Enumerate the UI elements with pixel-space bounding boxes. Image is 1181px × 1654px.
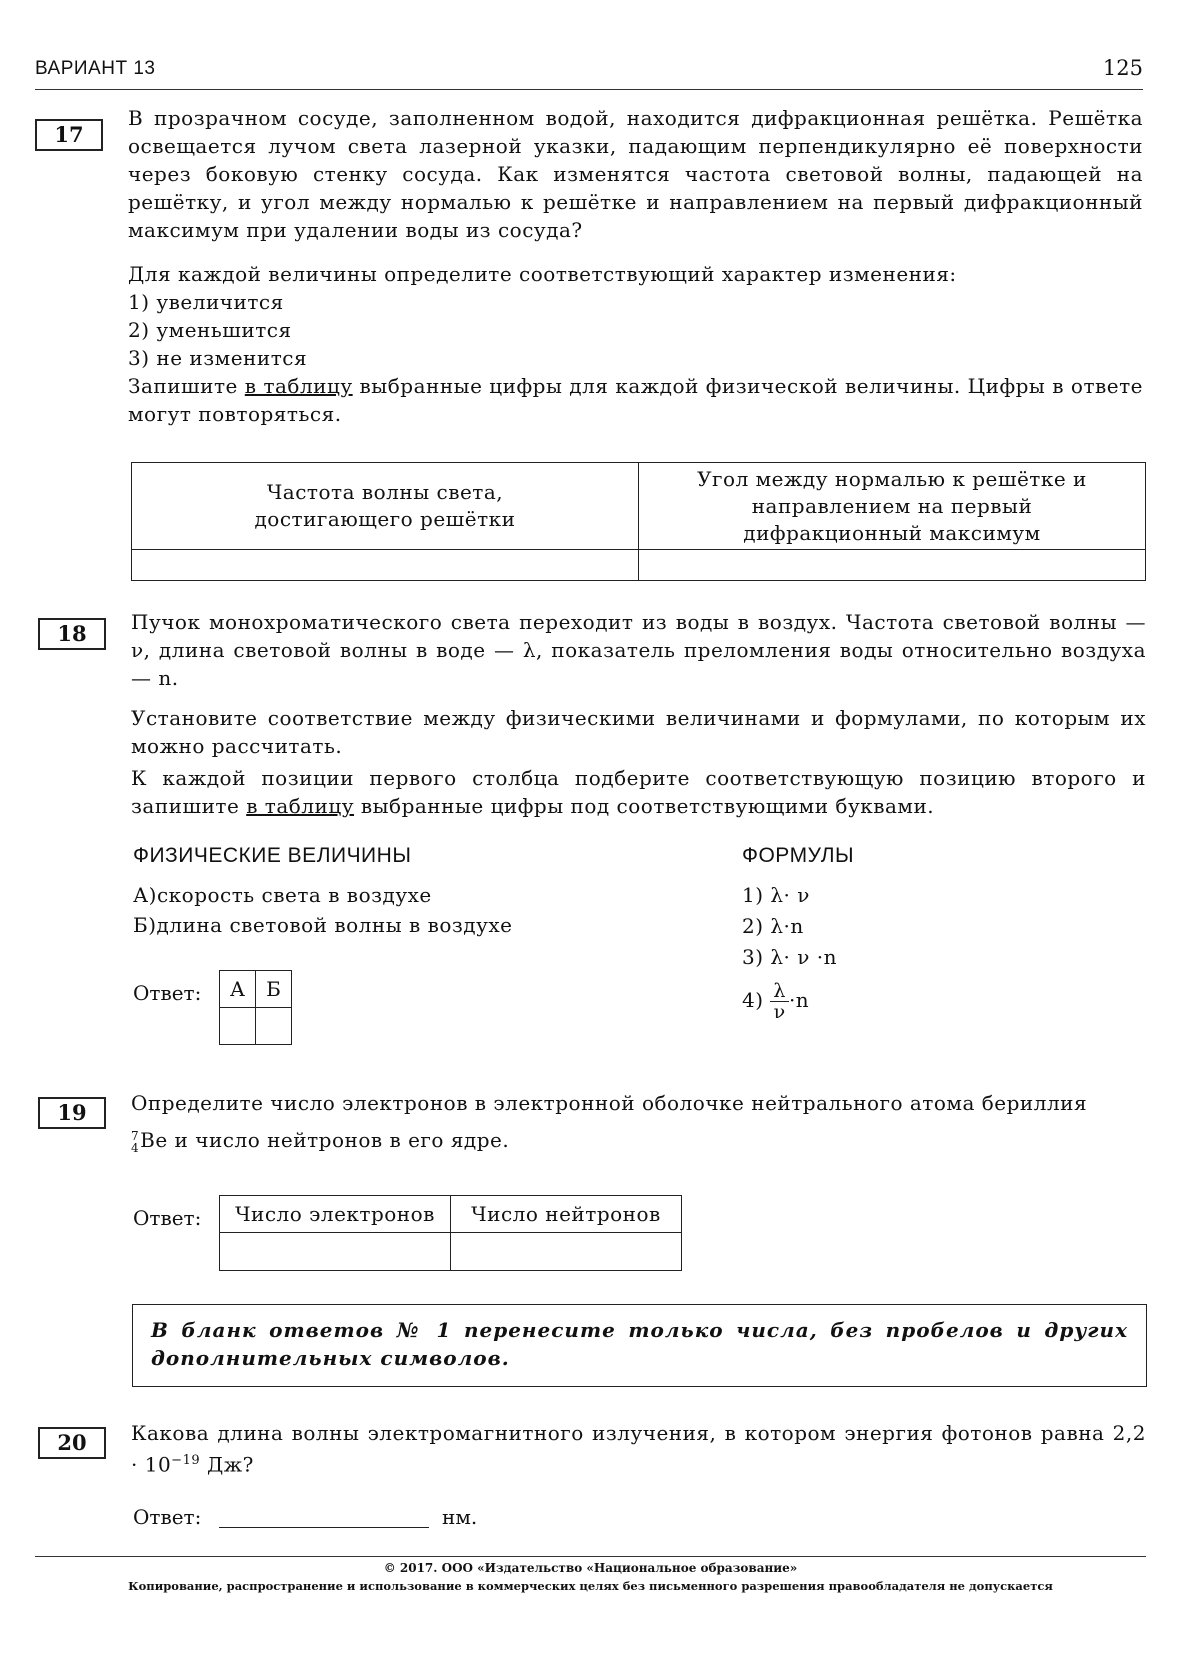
q17-option-1: 1) увеличится <box>128 290 284 314</box>
footer-notice: Копирование, распространение и использование в коммерческих целях без письменного разрешения правообладателя не допускается <box>128 1579 1053 1593</box>
variant-title: ВАРИАНТ 13 <box>35 58 156 79</box>
q20-answer-line[interactable] <box>219 1527 429 1528</box>
question-20-text <box>131 1419 1146 1479</box>
q17-instruction: Для каждой величины определите соответствующий характер изменения: <box>128 262 957 286</box>
question-19-text <box>131 1089 1146 1155</box>
q17-paragraph: В прозрачном сосуде, заполненном водой, находится дифракционная решётка. Решётка освещается лучом света лазерной указки, падающим перпендикулярно её поверхности через боковую стенку сосуда. Как изменятся частота световой волны, падающей на решётку, и угол между нормалью к решётке и направлением на первый дифракционный максимум при удалении воды из сосуда? <box>128 106 1143 242</box>
q17-header-frequency: Частота волны света, достигающего решётки <box>132 463 639 550</box>
beryllium-nuclide-indices: 7 4 <box>131 1128 140 1155</box>
footer-divider <box>35 1556 1146 1557</box>
q18-answer-col-a: А <box>220 971 256 1008</box>
q20-paragraph: Какова длина волны электромагнитного излучения, в котором энергия фотонов равна $2,2 \cdot 10^{-19}$ Дж? <box>131 1421 1146 1477</box>
q17-write-instruction: Запишите в таблицу выбранные цифры для каждой физической величины. Цифры в ответе могут повторяться. <box>128 374 1143 426</box>
q18-right-heading: ФОРМУЛЫ <box>742 844 855 867</box>
q18-formula-3: 3) λ· ν ·n <box>742 945 838 969</box>
q19-answer-col-electrons: Число электронов <box>220 1196 451 1233</box>
q17-answer-table <box>131 462 1146 581</box>
q19-answer-cell-electrons[interactable] <box>220 1233 451 1271</box>
q18-formula-2: 2) λ·n <box>742 914 804 938</box>
q18-answer-cell-b[interactable] <box>256 1008 292 1045</box>
q18-instruction-2: К каждой позиции первого столбца подберите соответствующую позицию второго и запишите в таблицу выбранные цифры под соответствующими буквами. <box>131 766 1146 818</box>
lambda-over-nu-fraction: $\frac{\lambda}{\nu}$ <box>770 981 789 1022</box>
q19-answer-col-neutrons: Число нейтронов <box>451 1196 682 1233</box>
q18-answer-table <box>219 970 292 1045</box>
q18-instruction-1: Установите соответствие между физическими величинами и формулами, по которым их можно рассчитать. <box>131 706 1146 758</box>
question-19-number: 19 <box>38 1097 106 1129</box>
q18-answer-label: Ответ: <box>133 981 202 1005</box>
question-20-number: 20 <box>38 1427 106 1459</box>
q17-option-2: 2) уменьшится <box>128 318 292 342</box>
q18-quantity-a: А)скорость света в воздухе <box>133 883 432 907</box>
question-17-text <box>128 104 1143 428</box>
q18-left-heading: ФИЗИЧЕСКИЕ ВЕЛИЧИНЫ <box>133 844 412 867</box>
q19-paragraph-2: 7 4 Be и число нейтронов в его ядре. <box>131 1128 510 1155</box>
q17-answer-cell-2[interactable] <box>639 550 1146 581</box>
q19-answer-label: Ответ: <box>133 1206 202 1230</box>
question-17-number: 17 <box>35 119 103 151</box>
q20-unit: нм. <box>442 1505 478 1529</box>
q19-answer-cell-neutrons[interactable] <box>451 1233 682 1271</box>
question-18-text <box>131 608 1146 820</box>
page-number: 125 <box>1102 56 1143 80</box>
header-divider <box>35 89 1143 90</box>
q18-quantity-b: Б)длина световой волны в воздухе <box>133 913 513 937</box>
q18-answer-col-b: Б <box>256 971 292 1008</box>
q18-answer-cell-a[interactable] <box>220 1008 256 1045</box>
q20-answer-label: Ответ: <box>133 1505 202 1529</box>
q17-option-3: 3) не изменится <box>128 346 308 370</box>
q17-header-angle: Угол между нормалью к решётке и направлением на первый дифракционный максимум <box>639 463 1146 550</box>
q19-paragraph: Определите число электронов в электронной оболочке нейтрального атома бериллия <box>131 1091 1088 1115</box>
answer-form-note: В бланк ответов № 1 перенесите только числа, без пробелов и других дополнительных символов. <box>132 1304 1147 1387</box>
q18-formula-1: 1) λ· ν <box>742 883 810 907</box>
q17-answer-cell-1[interactable] <box>132 550 639 581</box>
q18-formula-4: 4) $\frac{\lambda}{\nu}$ ·n <box>742 980 810 1023</box>
q19-answer-table <box>219 1195 682 1271</box>
question-18-number: 18 <box>38 618 106 650</box>
footer-copyright: © 2017. ООО «Издательство «Национальное образование» <box>383 1561 798 1575</box>
q18-paragraph: Пучок монохроматического света переходит из воды в воздух. Частота световой волны — ν, длина световой волны в воде — λ, показатель преломления воды относительно воздуха — n. <box>131 610 1146 690</box>
